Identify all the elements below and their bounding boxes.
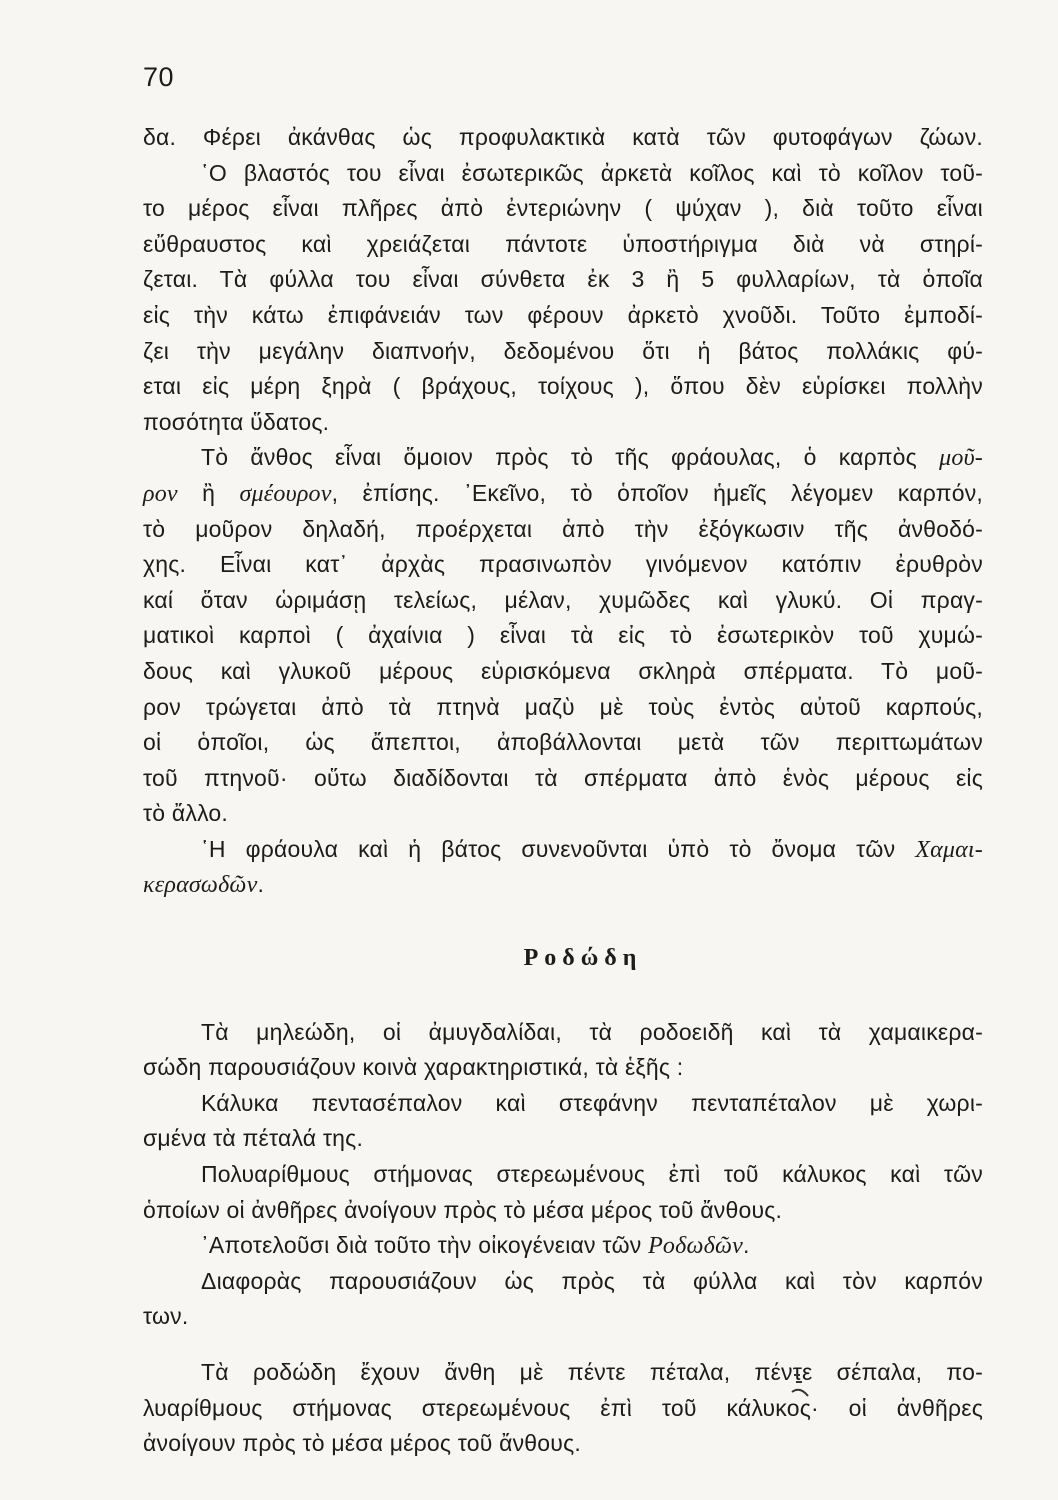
text-line: δα. Φέρει ἀκάνθας ὡς προφυλακτικὰ κατὰ τῶν φυτοφάγων ζώων. xyxy=(143,124,983,150)
text-line: ῾Ο βλαστός του εἶναι ἐσωτερικῶς ἀρκετὰ κοῖλος καὶ τὸ κοῖλον τοῦ- xyxy=(201,159,983,186)
text-line: το μέρος εἶναι πλῆρες ἀπὸ ἐντεριώνην ( ψύχαν ), διὰ τοῦτο εἶναι xyxy=(143,195,983,222)
section-spacer xyxy=(143,977,983,1015)
text-segment: . xyxy=(257,871,265,898)
text-line: Διαφορὰς παρουσιάζουν ὡς πρὸς τὰ φύλλα καὶ τὸν καρπόν xyxy=(201,1267,983,1294)
italic-term: ρον xyxy=(143,480,178,507)
italic-term: κερασωδῶν xyxy=(143,872,258,899)
text-line: ρον τρώγεται ἀπὸ τὰ πτηνὰ μαζὺ μὲ τοὺς ἐντὸς αὐτοῦ καρπούς, xyxy=(143,693,983,720)
text-line: οἱ ὁποῖοι, ὡς ἄπεπτοι, ἀποβάλλονται μετὰ τῶν περιττωμάτων xyxy=(143,729,983,756)
text-line: τὸ ἄλλο. xyxy=(143,800,228,827)
text-segment: Τὸ ἄνθος εἶναι ὅμοιον πρὸς τὸ τῆς φράουλας, ὁ καρπὸς xyxy=(201,444,917,471)
printer-mark-icon xyxy=(788,1372,810,1402)
text-line: εὔθραυστος καὶ χρειάζεται πάντοτε ὑποστήριγμα διὰ νὰ στηρί- xyxy=(143,230,983,257)
text-line: καί ὅταν ὡριμάσῃ τελείως, μέλαν, χυμῶδες καὶ γλυκύ. Οἱ πραγ- xyxy=(143,586,983,613)
page-number: 70 xyxy=(143,62,175,92)
italic-term: σμέουρον xyxy=(239,480,332,507)
text-line: τὸ μοῦρον δηλαδή, προέρχεται ἀπὸ τὴν ἐξόγκωσιν τῆς ἀνθοδό- xyxy=(143,515,983,542)
text-line: Πολυαρίθμους στήμονας στερεωμένους ἐπὶ τοῦ κάλυκος καὶ τῶν xyxy=(201,1161,983,1188)
text-line: ποσότητα ὕδατος. xyxy=(143,408,330,435)
text-line: των. xyxy=(143,1303,189,1330)
text-line: ματικοὶ καρποὶ ( ἀχαίνια ) εἶναι τὰ εἰς τὸ ἐσωτερικὸν τοῦ χυμώ- xyxy=(143,622,983,649)
text-line xyxy=(143,476,983,512)
text-segment: ῾Η φράουλα καὶ ἡ βάτος συνενοῦνται ὑπὸ τὸ ὄνομα τῶν xyxy=(201,835,896,862)
text-line xyxy=(143,832,983,868)
page-body xyxy=(143,120,983,1462)
text-line: δους καὶ γλυκοῦ μέρους εὑρισκόμενα σκληρὰ σπέρματα. Τὸ μοῦ- xyxy=(143,657,983,684)
text-line: Τὰ μηλεώδη, οἱ ἀμυγδαλίδαι, τὰ ροδοειδῆ καὶ τὰ χαμαικερα- xyxy=(201,1018,983,1045)
text-line: ζεται. Τὰ φύλλα του εἶναι σύνθετα ἐκ 3 ἢ 5 φυλλαρίων, τὰ ὁποῖα xyxy=(143,266,983,293)
text-line xyxy=(143,1228,983,1264)
text-line: εἰς τὴν κάτω ἐπιφάνειάν των φέρουν ἀρκετὸ χνοῦδι. Τοῦτο ἐμποδί- xyxy=(143,301,983,328)
text-line: ζει τὴν μεγάλην διαπνοήν, δεδομένου ὅτι ἡ βάτος πολλάκις φύ- xyxy=(143,337,983,364)
text-line: σώδη παρουσιάζουν κοινὰ χαρακτηριστικά, τὰ ἑξῆς : xyxy=(143,1054,684,1081)
italic-term: μοῦ- xyxy=(939,445,983,472)
text-segment: ᾿Αποτελοῦσι διὰ τοῦτο τὴν οἰκογένειαν τῶν xyxy=(201,1232,642,1259)
paragraph-spacer xyxy=(143,1335,983,1355)
text-segment: , ἐπίσης. ᾿Εκεῖνο, τὸ ὁποῖον ἡμεῖς λέγομεν καρπόν, xyxy=(331,479,984,506)
text-line: χης. Εἶναι κατ᾿ ἀρχὰς πρασινωπὸν γινόμενον κατόπιν ἐρυθρὸν xyxy=(143,551,983,578)
section-spacer xyxy=(143,903,983,941)
text-line xyxy=(143,440,983,476)
text-line: Τὰ ροδώδη ἔχουν ἄνθη μὲ πέντε πέταλα, πέντε σέπαλα, πο- xyxy=(201,1359,983,1385)
text-line: ὁποίων οἱ ἀνθῆρες ἀνοίγουν πρὸς τὸ μέσα μέρος τοῦ ἄνθους. xyxy=(143,1196,783,1223)
text-line xyxy=(143,867,983,903)
text-line: τοῦ πτηνοῦ· οὕτω διαδίδονται τὰ σπέρματα ἀπὸ ἑνὸς μέρους εἰς xyxy=(143,764,983,791)
text-line: λυαρίθμους στήμονας στερεωμένους ἐπὶ τοῦ κάλυκος· οἱ ἀνθῆρες xyxy=(143,1394,983,1421)
text-segment: . xyxy=(742,1232,750,1259)
italic-term: Χαμαι- xyxy=(915,836,983,863)
italic-term: Ροδωδῶν xyxy=(648,1233,743,1260)
section-heading: Ροδώδη xyxy=(523,945,643,972)
text-line: ἀνοίγουν πρὸς τὸ μέσα μέρος τοῦ ἄνθους. xyxy=(143,1430,581,1457)
text-line: εται εἰς μέρη ξηρὰ ( βράχους, τοίχους ), ὅπου δὲν εὑρίσκει πολλὴν xyxy=(143,373,983,400)
text-line: σμένα τὰ πέταλά της. xyxy=(143,1125,364,1152)
text-segment: ἢ xyxy=(177,479,240,506)
text-line: Κάλυκα πεντασέπαλον καὶ στεφάνην πενταπέταλον μὲ χωρι- xyxy=(201,1089,983,1116)
